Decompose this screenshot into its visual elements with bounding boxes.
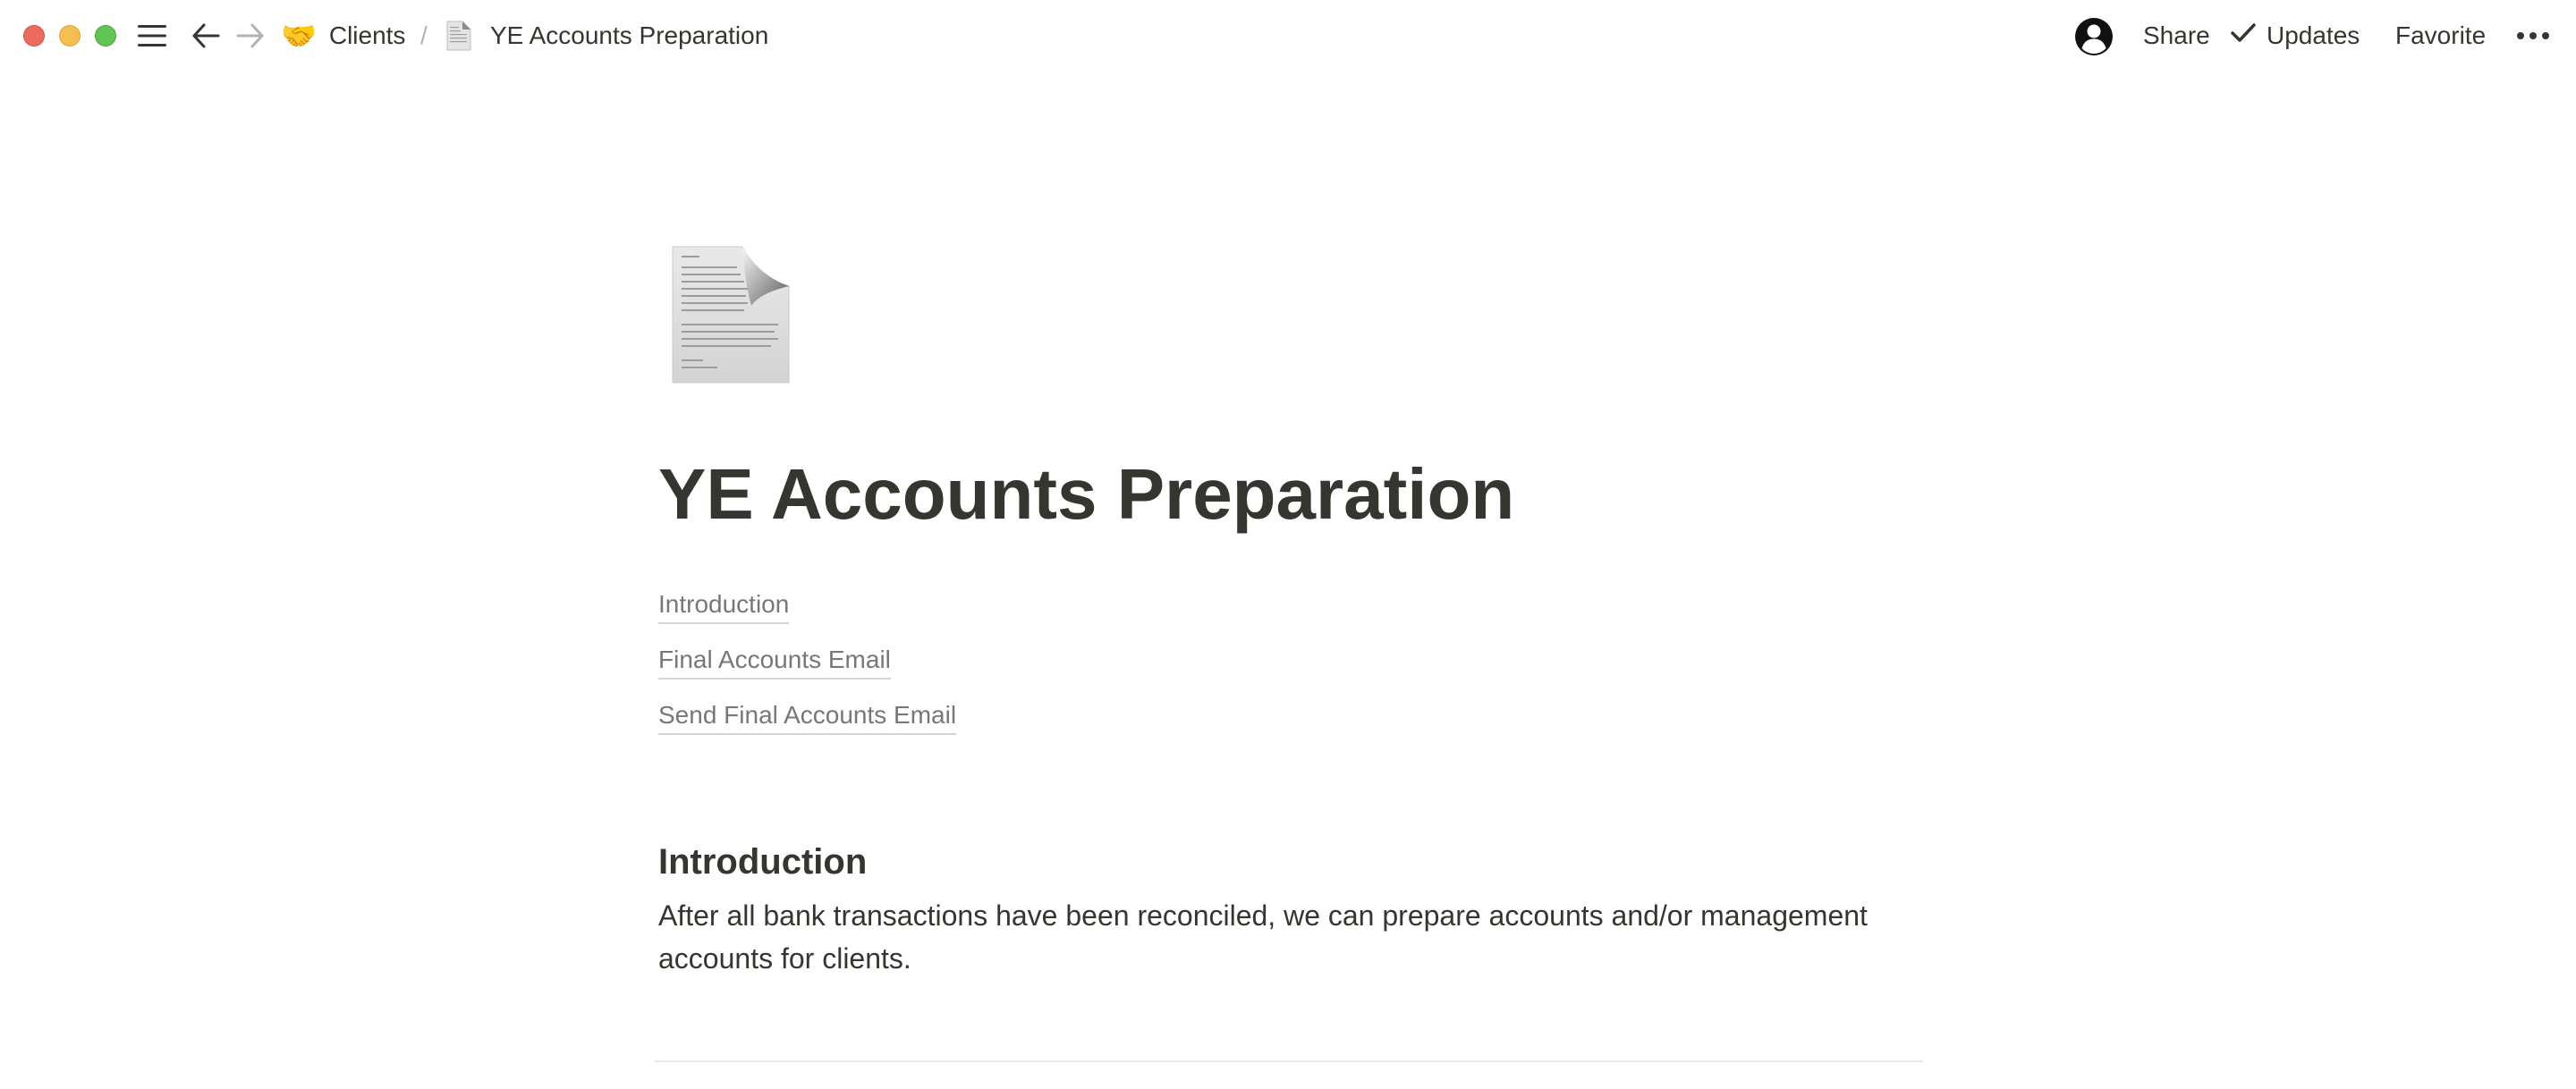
handshake-icon: 🤝 — [281, 20, 317, 52]
breadcrumb-separator: / — [420, 21, 428, 49]
section-body-introduction[interactable]: After all bank transactions have been reconciled, we can prepare accounts and/or management accounts for clients. — [658, 899, 1868, 975]
forward-arrow-icon[interactable] — [234, 20, 267, 52]
checkmark-icon — [2231, 21, 2256, 50]
window-minimize-button[interactable] — [59, 25, 80, 46]
toc-link-final-accounts-email[interactable]: Final Accounts Email — [658, 642, 891, 680]
back-arrow-icon[interactable] — [190, 20, 222, 52]
updates-label: Updates — [2267, 21, 2360, 49]
table-of-contents — [658, 587, 956, 753]
more-options-icon[interactable] — [2515, 18, 2551, 54]
favorite-button[interactable]: Favorite — [2395, 21, 2487, 49]
top-bar — [0, 0, 2576, 73]
share-button[interactable]: Share — [2143, 21, 2210, 49]
breadcrumb-label: Clients — [328, 21, 406, 49]
toc-link-send-final-accounts-email[interactable]: Send Final Accounts Email — [658, 697, 956, 735]
sidebar-toggle-icon[interactable] — [136, 20, 168, 52]
breadcrumb-item-current[interactable] — [445, 18, 768, 54]
page-facing-up-icon[interactable] — [669, 243, 792, 386]
updates-button[interactable] — [2231, 18, 2360, 54]
toc-link-introduction[interactable]: Introduction — [658, 587, 789, 624]
page-title[interactable]: YE Accounts Preparation — [658, 454, 1515, 534]
section-heading-introduction[interactable]: Introduction — [658, 842, 868, 882]
user-avatar-icon[interactable] — [2073, 16, 2114, 57]
window-maximize-button[interactable] — [95, 25, 116, 46]
divider — [655, 1060, 1923, 1062]
breadcrumb-label: YE Accounts Preparation — [490, 21, 769, 49]
window-close-button[interactable] — [23, 25, 45, 46]
page-facing-up-icon — [445, 20, 472, 52]
breadcrumb-item-clients[interactable] — [281, 18, 405, 54]
